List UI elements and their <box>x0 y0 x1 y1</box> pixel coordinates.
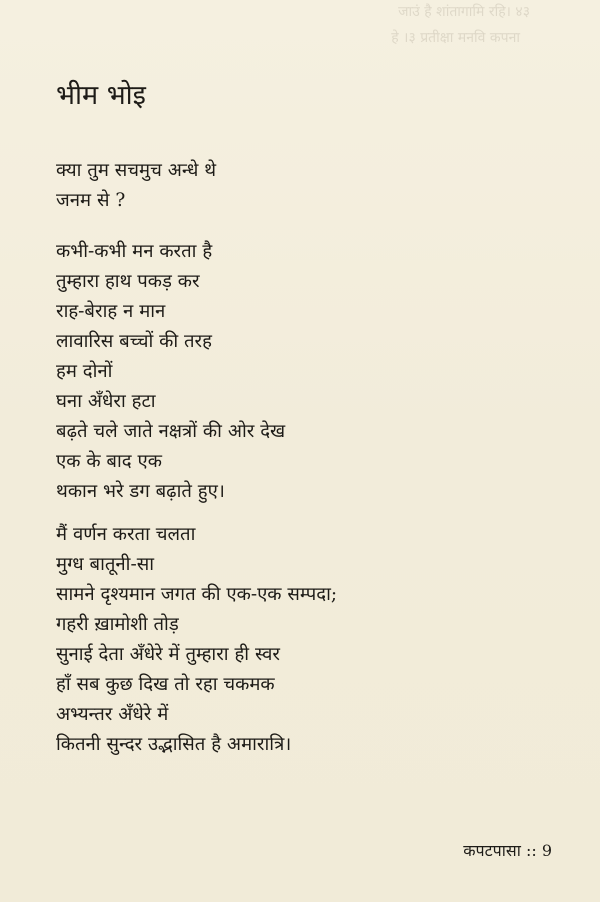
stanza-3 <box>56 520 337 760</box>
poem-line: कभी-कभी मन करता है <box>56 241 213 262</box>
poem-line: घना अँधेरा हटा <box>56 391 156 412</box>
poem-line: सामने दृश्यमान जगत की एक-एक सम्पदा; <box>56 584 338 605</box>
poem-line: एक के बाद एक <box>56 451 162 472</box>
bleed-through-text: जाउं है शांतागामि रहि। ४३ <box>398 4 530 20</box>
stanza-1 <box>56 156 216 216</box>
poem-line: हाँ सब कुछ दिख तो रहा चकमक <box>56 674 275 695</box>
poem-line: क्या तुम सचमुच अन्धे थे <box>56 160 217 181</box>
bleed-through-text: हे ।३ प्रतीक्षा मनवि कपना <box>391 30 520 46</box>
poem-title: भीम भोइ <box>56 80 146 111</box>
poem-line: कितनी सुन्दर उद्भासित है अमारात्रि। <box>56 734 292 755</box>
poem-line: सुनाई देता अँधेरे में तुम्हारा ही स्वर <box>56 644 281 665</box>
stanza-2 <box>56 237 285 507</box>
book-title: कपटपासा <box>463 841 521 860</box>
footer-separator: :: <box>525 841 537 860</box>
poem-line: थकान भरे डग बढ़ाते हुए। <box>56 481 225 502</box>
poem-line: लावारिस बच्चों की तरह <box>56 331 212 352</box>
poem-line: हम दोनों <box>56 361 113 382</box>
poem-line: अभ्यन्तर अँधेरे में <box>56 704 169 725</box>
poem-line: गहरी ख़ामोशी तोड़ <box>56 614 179 635</box>
poem-line: राह-बेराह न मान <box>56 301 166 322</box>
poem-line: जनम से ? <box>56 190 126 211</box>
page-footer <box>463 840 552 862</box>
poem-line: मुग्ध बातूनी-सा <box>56 554 155 575</box>
poem-line: तुम्हारा हाथ पकड़ कर <box>56 271 200 292</box>
page-number: 9 <box>541 841 552 860</box>
poem-line: मैं वर्णन करता चलता <box>56 524 196 545</box>
poem-line: बढ़ते चले जाते नक्षत्रों की ओर देख <box>56 421 286 442</box>
